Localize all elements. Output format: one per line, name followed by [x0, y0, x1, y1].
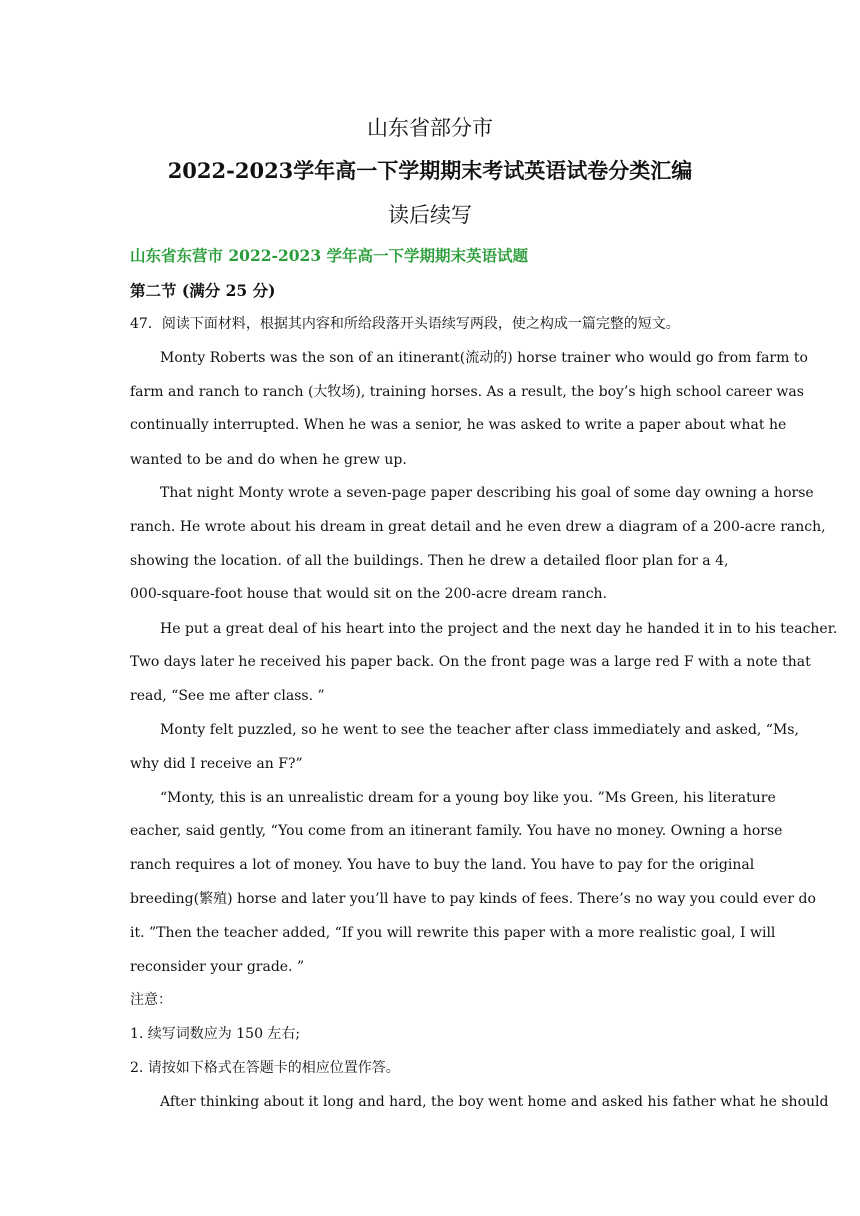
question-intro: 47．阅读下面材料，根据其内容和所给段落开头语续写两段，使之构成一篇完整的短文。 — [130, 316, 680, 332]
passage-line: He put a great deal of his heart into the project and the next day he handed it in to his teacher. — [160, 621, 838, 637]
passage-line: Two days later he received his paper back. On the front page was a large red F with a note that — [130, 654, 811, 670]
passage-line: continually interrupted. When he was a senior, he was asked to write a paper about what he — [130, 417, 787, 433]
passage-line: Monty felt puzzled, so he went to see the teacher after class immediately and asked, “Ms, — [160, 722, 799, 738]
passage-line: reconsider your grade. ” — [130, 959, 305, 975]
passage-line: read, “See me after class. ” — [130, 688, 325, 704]
section-heading: 第二节 (满分 25 分) — [130, 281, 276, 300]
passage-line: showing the location. of all the buildings. Then he drew a detailed floor plan for a 4, — [130, 553, 729, 569]
passage-line: “Monty, this is an unrealistic dream for a young boy like you. ”Ms Green, his literature — [160, 790, 776, 806]
passage-line: 000-square-foot house that would sit on the 200-acre dream ranch. — [130, 586, 608, 602]
passage-line: That night Monty wrote a seven-page paper describing his goal of some day owning a horse — [160, 485, 814, 501]
continuation-opening-line: After thinking about it long and hard, the boy went home and asked his father what he should — [160, 1094, 829, 1110]
notes-item-word-count: 1. 续写词数应为 150 左右; — [130, 1026, 301, 1042]
passage-line: breeding(繁殖) horse and later you’ll have to pay kinds of fees. There’s no way you could ever do — [130, 891, 816, 907]
passage-line: eacher, said gently, “You come from an itinerant family. You have no money. Owning a horse — [130, 823, 783, 839]
passage-line: wanted to be and do when he grew up. — [130, 452, 407, 468]
notes-item-format: 2. 请按如下格式在答题卡的相应位置作答。 — [130, 1060, 400, 1076]
passage-line: ranch requires a lot of money. You have to buy the land. You have to pay for the original — [130, 857, 755, 873]
document-title-collection: 2022-2023学年高一下学期期末考试英语试卷分类汇编 — [167, 158, 693, 183]
notes-label: 注意： — [130, 992, 172, 1008]
passage-line: Monty Roberts was the son of an itinerant(流动的) horse trainer who would go from farm to — [160, 350, 808, 366]
document-title-topic: 读后续写 — [388, 203, 472, 227]
passage-line: farm and ranch to ranch (大牧场), training horses. As a result, the boy’s high school career was — [130, 384, 804, 400]
passage-line: it. ”Then the teacher added, “If you will rewrite this paper with a more realistic goal, I will — [130, 925, 776, 941]
document-title-region: 山东省部分市 — [367, 116, 493, 140]
source-heading: 山东省东营市 2022-2023 学年高一下学期期末英语试题 — [130, 246, 529, 265]
passage-line: ranch. He wrote about his dream in great detail and he even drew a diagram of a 200-acre ranch, — [130, 519, 826, 535]
passage-line: why did I receive an F?” — [130, 756, 303, 772]
